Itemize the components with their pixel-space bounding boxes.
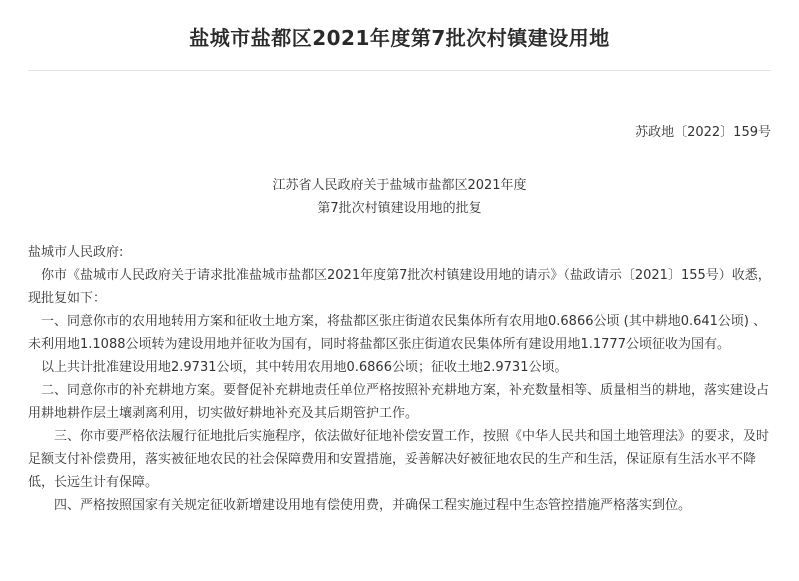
paragraph-total: 以上共计批准建设用地2.9731公顷，其中转用农用地0.6866公顷；征收土地2.9731公顷。 (41, 360, 568, 375)
document-subtitle (0, 174, 799, 220)
paragraph-item-1: 一、同意你市的农用地转用方案和征收土地方案，将盐都区张庄街道农民集体所有农用地0.6866公顷 (其中耕地0.641公顷) 、未利用地1.1088公顷转为建设用地并征收为国有，同时将盐都区张庄街道农民集体所有建设用地1.1777公顷征收为国有。 (28, 314, 767, 352)
document-number: 苏政地〔2022〕159号 (635, 125, 771, 140)
subtitle-line-1: 江苏省人民政府关于盐城市盐都区2021年度 (272, 178, 527, 193)
paragraph-item-2: 二、同意你市的补充耕地方案。要督促补充耕地责任单位严格按照补充耕地方案，补充数量相等、质量相当的耕地，落实建设占用耕地耕作层土壤剥离利用，切实做好耕地补充及其后期管护工作。 (28, 383, 770, 421)
paragraph-intro: 你市《盐城市人民政府关于请求批准盐城市盐都区2021年度第7批次村镇建设用地的请示》（盐政请示〔2021〕155号）收悉，现批复如下： (28, 268, 771, 306)
subtitle-line-2: 第7批次村镇建设用地的批复 (317, 201, 482, 216)
salutation: 盐城市人民政府: (28, 245, 124, 260)
document-body (28, 241, 773, 517)
paragraph-item-3: 三、你市要严格依法履行征地批后实施程序，依法做好征地补偿安置工作，按照《中华人民共和国土地管理法》的要求，及时足额支付补偿费用，落实被征地农民的社会保障费用和安置措施，妥善解决好被征地农民的生产和生活，保证原有生活水平不降低，长远生计有保障。 (28, 429, 770, 490)
title-divider (28, 70, 771, 71)
paragraph-item-4: 四、严格按照国家有关规定征收新增建设用地有偿使用费，并确保工程实施过程中生态管控措施严格落实到位。 (54, 498, 692, 513)
document-title: 盐城市盐都区2021年度第7批次村镇建设用地 (189, 26, 610, 50)
